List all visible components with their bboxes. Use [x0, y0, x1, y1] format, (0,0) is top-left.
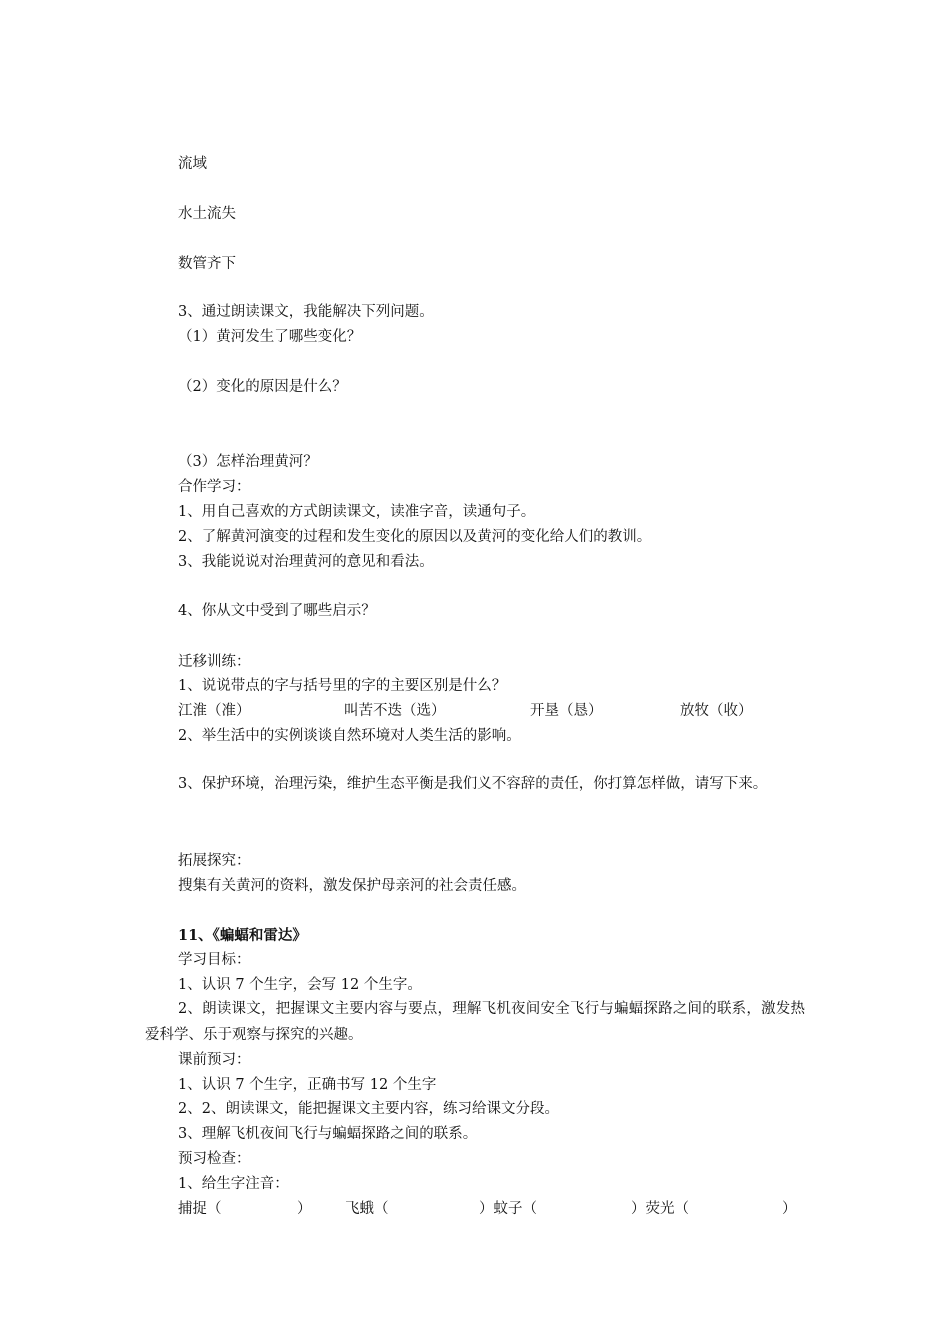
- list-item: 2、举生活中的实例谈谈自然环境对人类生活的影响。: [178, 728, 521, 744]
- list-item: 1、认识 7 个生字，正确书写 12 个生字: [178, 1077, 437, 1093]
- word-pair: 江淮（准）: [178, 703, 251, 719]
- pinyin-blank: ）蚊子（: [479, 1201, 537, 1217]
- question-title: 3、通过朗读课文，我能解决下列问题。: [178, 304, 434, 320]
- lesson-title: 11、《蝙蝠和雷达》: [178, 927, 307, 944]
- vocab-item: 流域: [178, 156, 207, 172]
- section-heading: 迁移训练：: [178, 654, 251, 670]
- pinyin-blank: ）: [782, 1201, 797, 1217]
- word-pair: 开垦（恳）: [530, 703, 603, 719]
- word-pair: 叫苦不迭（选）: [344, 703, 446, 719]
- pinyin-blank: ）荧光（: [631, 1201, 689, 1217]
- section-heading: 合作学习：: [178, 479, 251, 495]
- section-heading: 预习检查：: [178, 1151, 251, 1167]
- list-item-paragraph: 3、保护环境，治理污染，维护生态平衡是我们义不容辞的责任，你打算怎样做，请写下来。: [178, 776, 768, 792]
- section-heading: 课前预习：: [178, 1052, 251, 1068]
- pinyin-blank: 飞蛾（: [345, 1201, 389, 1217]
- word-pair: 放牧（收）: [680, 703, 753, 719]
- list-item: 1、给生字注音：: [178, 1176, 289, 1192]
- section-heading: 学习目标：: [178, 952, 251, 968]
- question-item: （1）黄河发生了哪些变化？: [178, 329, 362, 345]
- pinyin-blank: ）: [297, 1201, 312, 1217]
- list-item-paragraph: 2、朗读课文，把握课文主要内容与要点，理解飞机夜间安全飞行与蝙蝠探路之间的联系，激发热爱科学、乐于观察与探究的兴趣。: [145, 1001, 805, 1043]
- vocab-item: 数管齐下: [178, 256, 236, 272]
- paragraph: 搜集有关黄河的资料，激发保护母亲河的社会责任感。: [178, 878, 526, 894]
- list-item: 1、用自己喜欢的方式朗读课文，读准字音，读通句子。: [178, 504, 536, 520]
- list-item: 4、你从文中受到了哪些启示？: [178, 603, 376, 619]
- section-heading: 拓展探究：: [178, 853, 251, 869]
- list-item: 1、认识 7 个生字，会写 12 个生字。: [178, 977, 422, 993]
- list-item: 3、理解飞机夜间飞行与蝙蝠探路之间的联系。: [178, 1126, 478, 1142]
- pinyin-blank: 捕捉（: [178, 1201, 222, 1217]
- list-item: 3、我能说说对治理黄河的意见和看法。: [178, 554, 434, 570]
- list-item: 2、2、朗读课文，能把握课文主要内容，练习给课文分段。: [178, 1101, 559, 1117]
- vocab-item: 水土流失: [178, 206, 236, 222]
- list-item: 2、了解黄河演变的过程和发生变化的原因以及黄河的变化给人们的教训。: [178, 529, 652, 545]
- question-item: （2）变化的原因是什么？: [178, 379, 347, 395]
- question-item: （3）怎样治理黄河？: [178, 454, 318, 470]
- list-item: 1、说说带点的字与括号里的字的主要区别是什么？: [178, 678, 507, 694]
